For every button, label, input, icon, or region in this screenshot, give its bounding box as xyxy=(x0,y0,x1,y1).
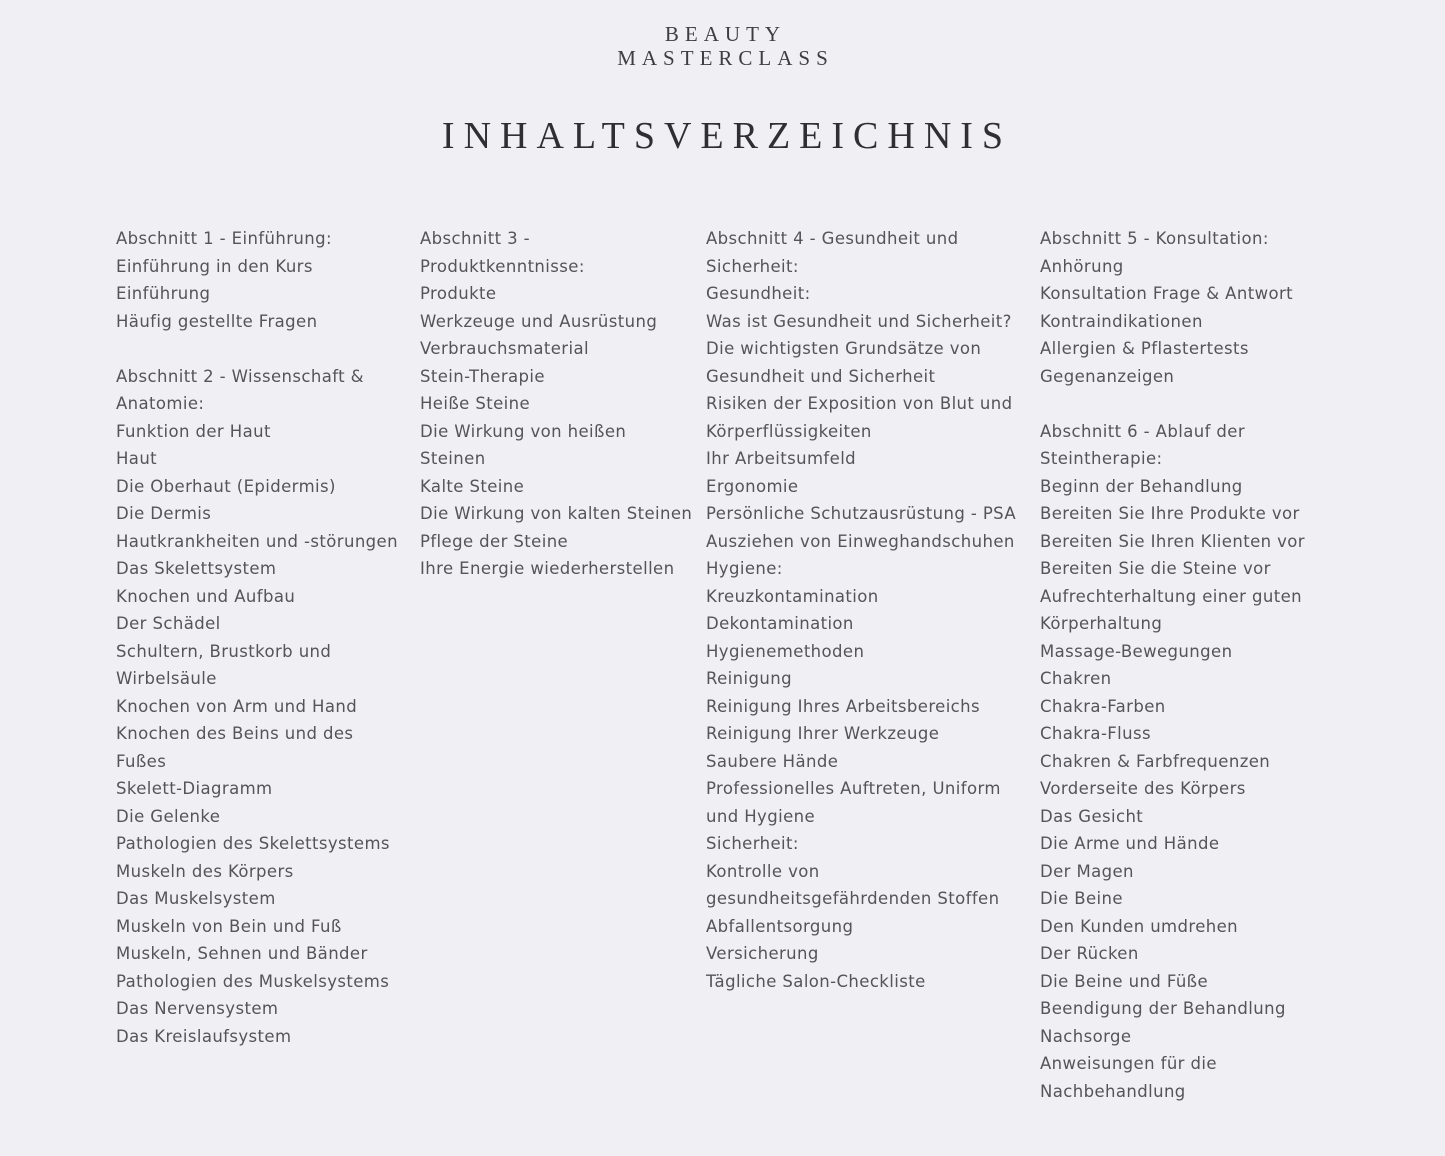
toc-entry: Reinigung xyxy=(706,669,792,688)
toc-entry: Die Wirkung von kalten Steinen xyxy=(420,504,693,523)
toc-entry: Nachsorge xyxy=(1040,1026,1132,1046)
toc-entry: Das Nervensystem xyxy=(116,999,279,1018)
toc-entry: Saubere Hände xyxy=(706,751,839,771)
toc-entry: Konsultation Frage & Antwort xyxy=(1040,284,1294,303)
toc-entry: Anatomie: xyxy=(116,394,205,413)
toc-entry: Abfallentsorgung xyxy=(706,916,854,936)
toc-entry: Ihre Energie wiederherstellen xyxy=(420,559,675,578)
toc-entry: Heiße Steine xyxy=(420,394,531,413)
toc-entry: Beginn der Behandlung xyxy=(1040,476,1243,496)
section-spacer xyxy=(116,335,398,363)
toc-entry: Was ist Gesundheit und Sicherheit? xyxy=(706,311,1012,331)
section-heading: Abschnitt 2 - Wissenschaft & xyxy=(116,366,364,386)
toc-entry: Schultern, Brustkorb und xyxy=(116,641,332,661)
brand-line-2: MASTERCLASS xyxy=(617,46,834,70)
toc-entry: Aufrechterhaltung einer guten xyxy=(1040,586,1303,606)
toc-entry: Stein-Therapie xyxy=(420,366,545,386)
toc-entry: Knochen von Arm und Hand xyxy=(116,696,358,716)
section-heading: Abschnitt 4 - Gesundheit und xyxy=(706,229,959,248)
toc-column-1 xyxy=(116,225,398,1050)
toc-entry: Das Kreislaufsystem xyxy=(116,1026,292,1046)
toc-entry: Pflege der Steine xyxy=(420,531,569,551)
toc-entry: Einführung xyxy=(116,284,211,303)
toc-entry: Chakra-Farben xyxy=(1040,696,1166,716)
toc-entry: Produkte xyxy=(420,284,497,303)
toc-entry: Nachbehandlung xyxy=(1040,1081,1186,1101)
toc-entry: Steinen xyxy=(420,449,486,468)
toc-entry: Massage-Bewegungen xyxy=(1040,641,1233,661)
section-spacer xyxy=(1040,390,1305,418)
toc-entry: Die Beine xyxy=(1040,889,1123,908)
toc-entry: Der Rücken xyxy=(1040,944,1139,963)
toc-entry: Anhörung xyxy=(1040,256,1124,276)
toc-entry: Das Muskelsystem xyxy=(116,889,276,908)
toc-column-2 xyxy=(420,225,692,583)
toc-entry: Chakra-Fluss xyxy=(1040,724,1152,743)
toc-entry: Funktion der Haut xyxy=(116,421,271,441)
section-heading: Abschnitt 6 - Ablauf der xyxy=(1040,421,1246,441)
toc-entry: Chakren & Farbfrequenzen xyxy=(1040,751,1271,771)
toc-entry: Dekontamination xyxy=(706,614,854,633)
toc-entry: Skelett-Diagramm xyxy=(116,779,273,798)
toc-entry: Knochen und Aufbau xyxy=(116,586,296,606)
toc-entry: Steintherapie: xyxy=(1040,449,1163,468)
toc-entry: Kontraindikationen xyxy=(1040,311,1203,331)
toc-entry: Gegenanzeigen xyxy=(1040,366,1175,386)
toc-entry: Anweisungen für die xyxy=(1040,1054,1217,1073)
toc-entry: Hautkrankheiten und -störungen xyxy=(116,531,398,551)
toc-entry: Körperflüssigkeiten xyxy=(706,421,872,441)
toc-entry: Die Dermis xyxy=(116,504,212,523)
brand-logo xyxy=(0,22,1445,70)
toc-entry: Wirbelsäule xyxy=(116,669,217,688)
toc-entry: Kreuzkontamination xyxy=(706,586,879,606)
toc-entry: Versicherung xyxy=(706,944,819,963)
section-heading: Abschnitt 3 - xyxy=(420,229,531,248)
toc-column-3 xyxy=(706,225,1016,995)
toc-entry: Kontrolle von xyxy=(706,861,820,881)
toc-entry: Häufig gestellte Fragen xyxy=(116,311,318,331)
toc-entry: Die Arme und Hände xyxy=(1040,834,1220,853)
toc-entry: Bereiten Sie Ihren Klienten vor xyxy=(1040,531,1305,551)
toc-entry: Persönliche Schutzausrüstung - PSA xyxy=(706,504,1017,523)
toc-entry: Risiken der Exposition von Blut und xyxy=(706,394,1013,413)
toc-entry: Werkzeuge und Ausrüstung xyxy=(420,311,658,331)
toc-entry: Gesundheit: xyxy=(706,284,811,303)
toc-entry: Knochen des Beins und des xyxy=(116,724,354,743)
toc-entry: Bereiten Sie Ihre Produkte vor xyxy=(1040,504,1300,523)
toc-entry: Die wichtigsten Grundsätze von xyxy=(706,339,982,358)
toc-entry: Tägliche Salon-Checkliste xyxy=(706,971,926,991)
toc-entry: Vorderseite des Körpers xyxy=(1040,779,1246,798)
toc-entry: Haut xyxy=(116,449,158,468)
toc-entry: Beendigung der Behandlung xyxy=(1040,999,1286,1018)
toc-entry: Hygienemethoden xyxy=(706,641,865,661)
toc-entry: Pathologien des Muskelsystems xyxy=(116,971,390,991)
toc-entry: Das Gesicht xyxy=(1040,806,1144,826)
toc-entry: Pathologien des Skelettsystems xyxy=(116,834,390,853)
toc-entry: Einführung in den Kurs xyxy=(116,256,313,276)
toc-entry: und Hygiene xyxy=(706,806,816,826)
toc-column-4 xyxy=(1040,225,1305,1105)
toc-entry: gesundheitsgefährdenden Stoffen xyxy=(706,889,1000,908)
toc-entry: Körperhaltung xyxy=(1040,614,1163,633)
toc-entry: Das Skelettsystem xyxy=(116,559,277,578)
toc-entry: Bereiten Sie die Steine vor xyxy=(1040,559,1271,578)
toc-entry: Ausziehen von Einweghandschuhen xyxy=(706,531,1015,551)
toc-entry: Muskeln von Bein und Fuß xyxy=(116,916,342,936)
toc-entry: Muskeln, Sehnen und Bänder xyxy=(116,944,368,963)
toc-entry: Der Schädel xyxy=(116,614,221,633)
toc-entry: Kalte Steine xyxy=(420,476,525,496)
toc-entry: Fußes xyxy=(116,751,167,771)
toc-entry: Allergien & Pflastertests xyxy=(1040,339,1249,358)
toc-entry: Der Magen xyxy=(1040,861,1134,881)
brand-line-1: BEAUTY xyxy=(664,22,787,46)
section-heading: Abschnitt 5 - Konsultation: xyxy=(1040,229,1269,248)
section-heading: Abschnitt 1 - Einführung: xyxy=(116,229,332,248)
toc-entry: Hygiene: xyxy=(706,559,783,578)
toc-entry: Verbrauchsmaterial xyxy=(420,339,589,358)
toc-entry: Produktkenntnisse: xyxy=(420,256,585,276)
toc-entry: Professionelles Auftreten, Uniform xyxy=(706,779,1001,798)
page-title: INHALTSVERZEICHNIS xyxy=(441,115,1013,157)
toc-entry: Die Gelenke xyxy=(116,806,221,826)
toc-entry: Die Wirkung von heißen xyxy=(420,421,627,441)
toc-entry: Sicherheit: xyxy=(706,834,799,853)
toc-entry: Den Kunden umdrehen xyxy=(1040,916,1239,936)
toc-entry: Die Oberhaut (Epidermis) xyxy=(116,476,336,496)
toc-entry: Muskeln des Körpers xyxy=(116,861,294,881)
toc-entry: Reinigung Ihres Arbeitsbereichs xyxy=(706,696,980,716)
toc-entry: Die Beine und Füße xyxy=(1040,971,1209,991)
toc-entry: Sicherheit: xyxy=(706,256,799,276)
toc-entry: Ergonomie xyxy=(706,476,799,496)
toc-entry: Ihr Arbeitsumfeld xyxy=(706,449,857,468)
toc-entry: Reinigung Ihrer Werkzeuge xyxy=(706,724,940,743)
toc-entry: Gesundheit und Sicherheit xyxy=(706,366,936,386)
toc-entry: Chakren xyxy=(1040,669,1112,688)
